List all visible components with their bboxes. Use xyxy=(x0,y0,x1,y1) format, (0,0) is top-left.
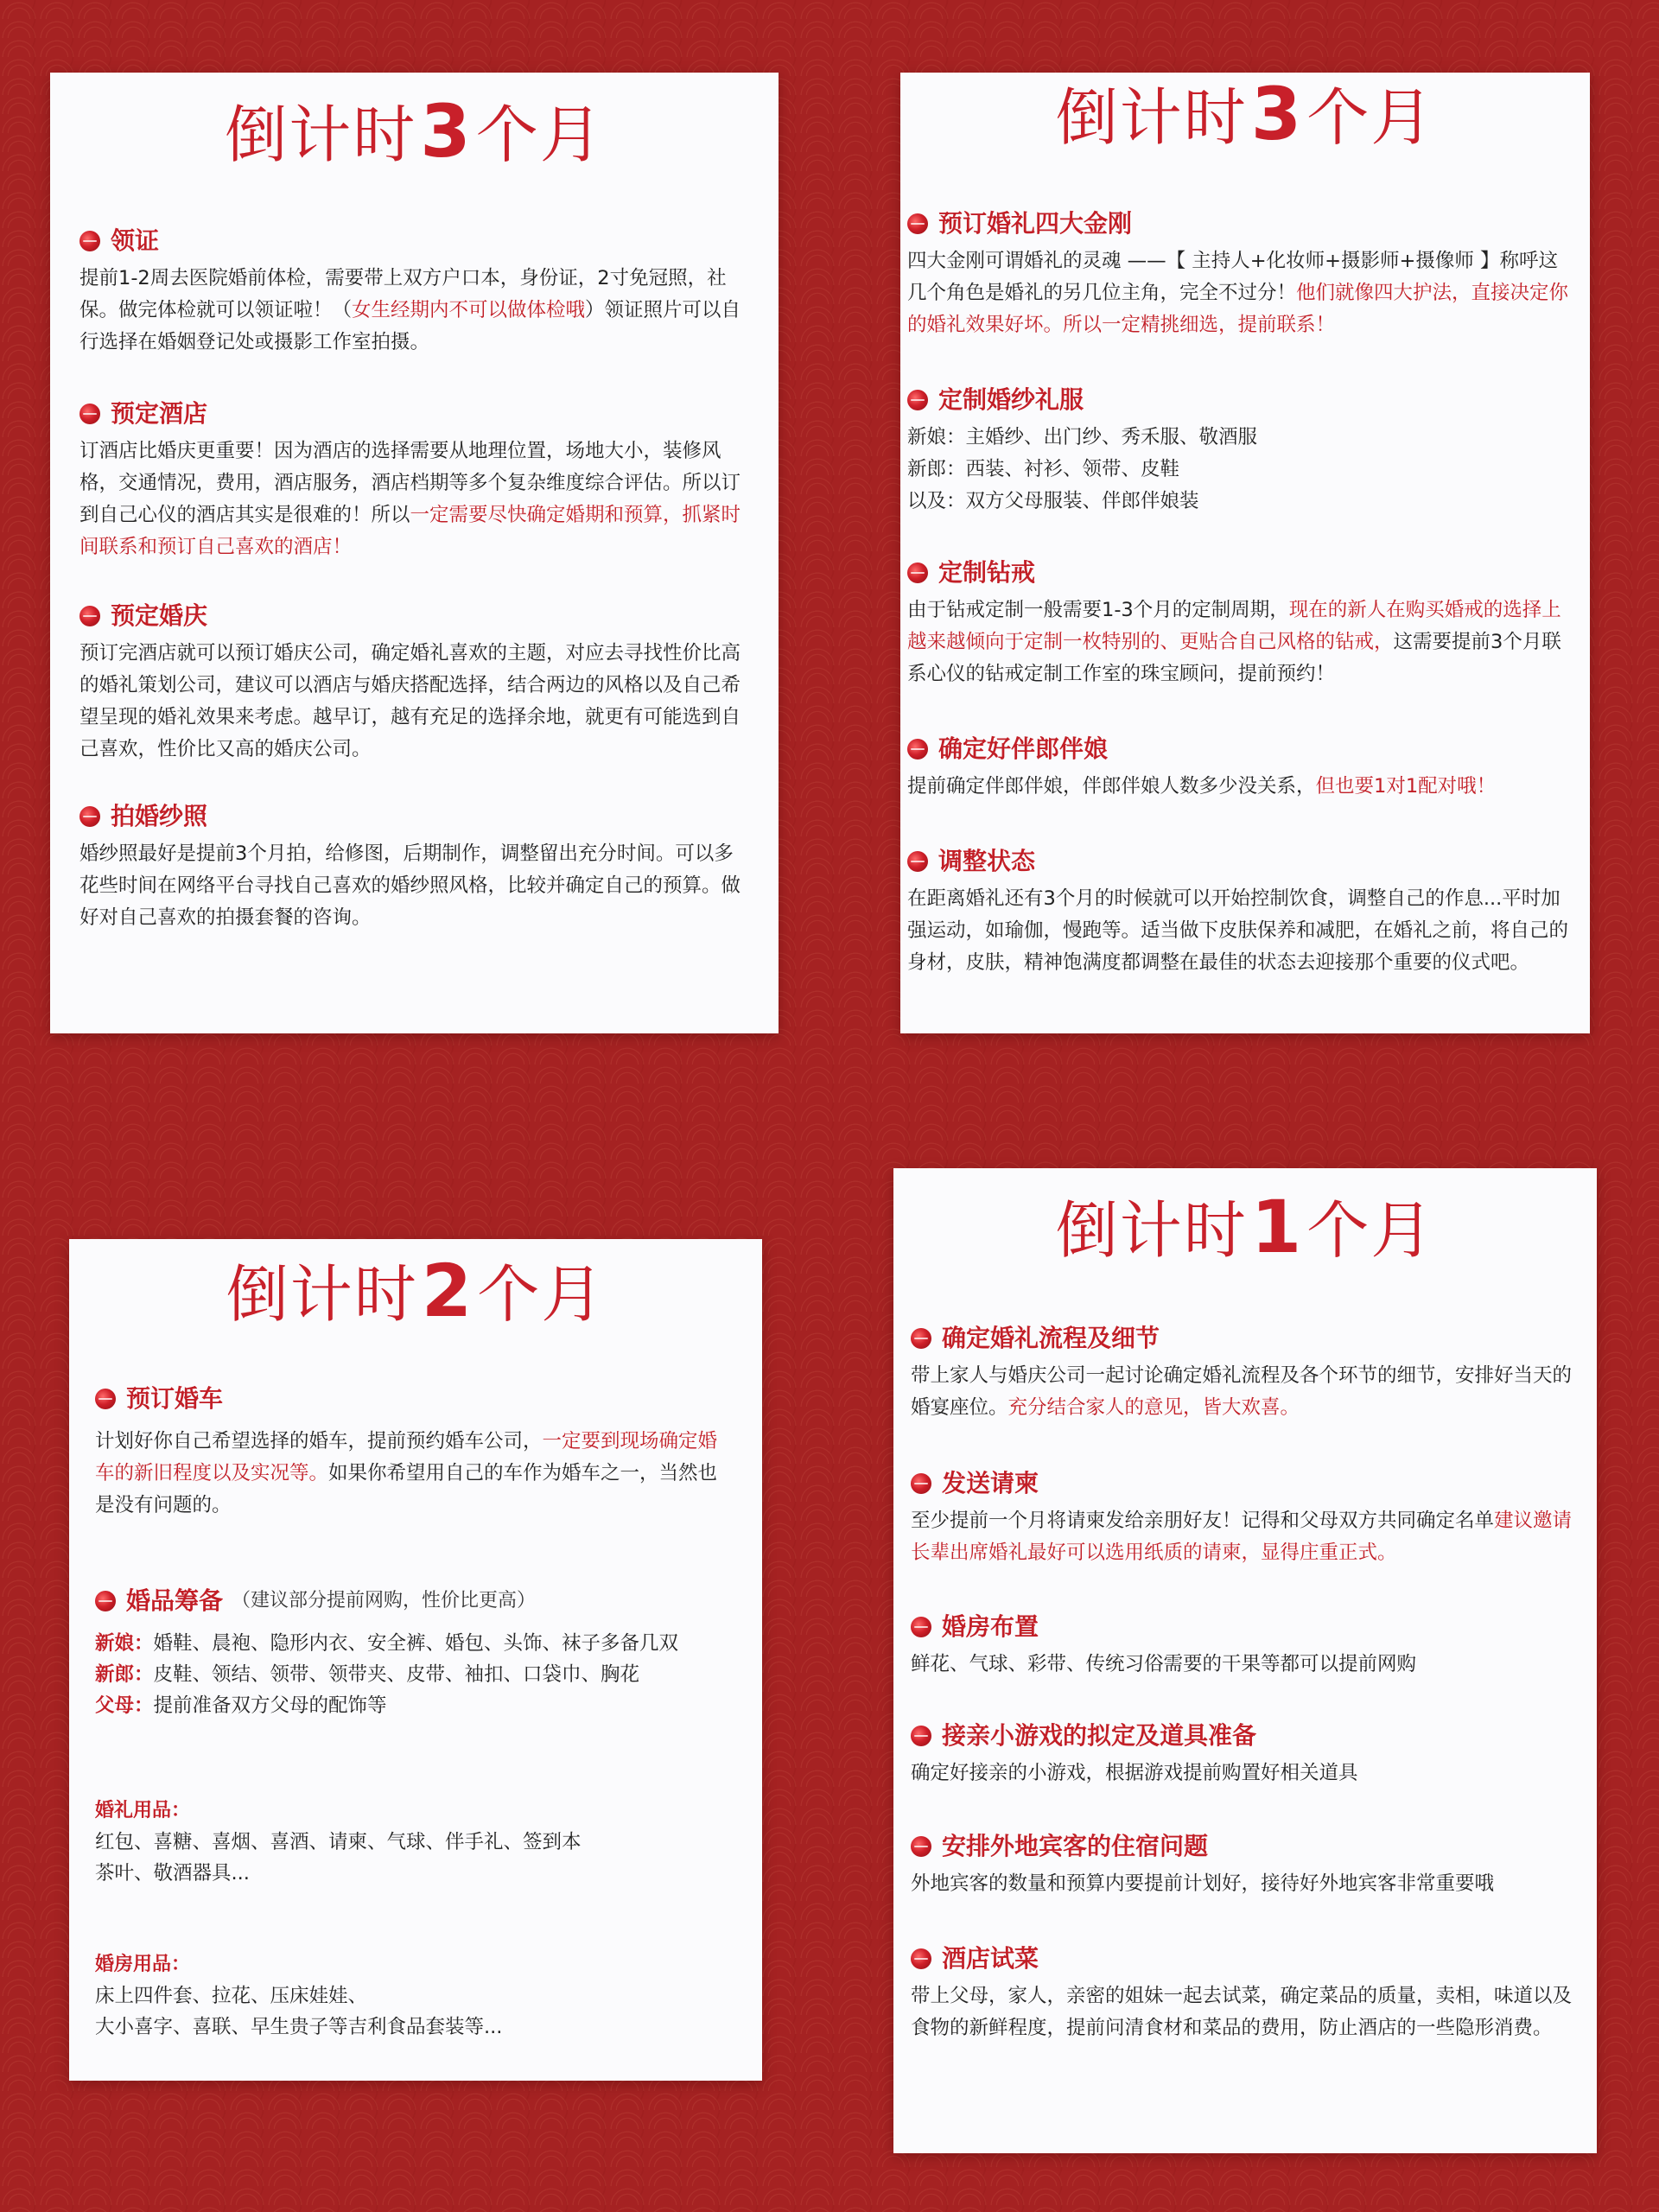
section-heading: 婚房布置 xyxy=(942,1612,1039,1641)
list-line: 大小喜字、喜联、早生贵子等吉利食品套装等... xyxy=(95,2016,503,2038)
section-heading: 接亲小游戏的拟定及道具准备 xyxy=(942,1721,1257,1750)
section-highlight: 女生经期内不可以做体检哦 xyxy=(352,298,586,321)
bullet-icon xyxy=(79,404,100,424)
section-ring xyxy=(907,558,1573,690)
section-bridal-party xyxy=(907,734,1573,803)
section-text: 由于钻戒定制一般需要1-3个月的定制周期， xyxy=(907,598,1289,621)
section-heading: 酒店试菜 xyxy=(942,1944,1039,1973)
list-line: 新娘：主婚纱、出门纱、秀禾服、敬酒服 xyxy=(907,425,1258,448)
section-text: 提前1-2周去医院婚前体检，需要带上双方户口本，身份证，2寸免冠照，社保。做完体检就可以领证啦！（ xyxy=(79,266,727,321)
section-text: 四大金刚可谓婚礼的灵魂 ——【 主持人+化妆师+摄影师+摄像师 】称呼这几个角色是婚礼的另几位主角，完全不过分！ xyxy=(907,249,1559,304)
card-title xyxy=(900,72,1590,156)
section-invitations xyxy=(911,1469,1580,1569)
group-label: 婚礼用品： xyxy=(95,1800,191,1821)
section-highlight: 他们就像四大护法，直接决定你的婚礼效果好坏。所以一定精挑细选，提前联系！ xyxy=(907,281,1569,336)
title-number: 3 xyxy=(420,89,473,174)
section-text: 提前确定伴郎伴娘，伴郎伴娘人数多少没关系， xyxy=(907,774,1316,798)
bullet-icon xyxy=(79,806,100,827)
title-prefix: 倒计时 xyxy=(1055,1194,1248,1267)
item-label: 新郎： xyxy=(95,1662,154,1686)
section-process xyxy=(911,1324,1580,1424)
section-guest-lodging xyxy=(911,1832,1580,1900)
list-line: 新郎：西装、衬衫、领带、皮鞋 xyxy=(907,457,1180,480)
title-suffix: 个月 xyxy=(1306,81,1435,154)
section-heading: 确定好伴郎伴娘 xyxy=(938,734,1109,763)
title-prefix: 倒计时 xyxy=(1055,81,1248,154)
section-text: 外地宾客的数量和预算内要提前计划好，接待好外地宾客非常重要哦 xyxy=(911,1872,1495,1895)
item-value: 皮鞋、领结、领带、领带夹、皮带、袖扣、口袋巾、胸花 xyxy=(153,1662,640,1686)
section-text: 预订完酒店就可以预订婚庆公司，确定婚礼喜欢的主题，对应去寻找性价比高的婚礼策划公司，建议可以酒店与婚庆搭配选择，结合两边的风格以及自己希望呈现的婚礼效果来考虑。越早订，越有充足的选择余地，就更有可能选到自己喜欢，性价比又高的婚庆公司。 xyxy=(79,641,741,760)
section-heading: 调整状态 xyxy=(938,847,1036,875)
bullet-icon xyxy=(907,739,928,760)
section-highlight: 建议邀请长辈出席婚礼最好可以选用纸质的请柬，显得庄重正式。 xyxy=(911,1509,1573,1564)
section-heading: 预订婚车 xyxy=(126,1384,224,1413)
section-text: 这需要提前3个月联系心仪的钻戒定制工作室的珠宝顾问，提前预约！ xyxy=(907,630,1561,685)
title-number: 1 xyxy=(1250,1185,1304,1269)
section-condition xyxy=(907,847,1573,979)
item-value: 提前准备双方父母的配饰等 xyxy=(153,1694,387,1717)
section-text: 带上家人与婚庆公司一起讨论确定婚礼流程及各个环节的细节，安排好当天的婚宴座位。 xyxy=(911,1363,1573,1419)
section-heading: 发送请柬 xyxy=(942,1469,1039,1497)
section-text: 鲜花、气球、彩带、传统习俗需要的干果等都可以提前网购 xyxy=(911,1652,1417,1675)
section-wedding-car xyxy=(95,1384,736,1522)
section-games xyxy=(911,1721,1580,1789)
section-text: ）领证照片可以自行选择在婚姻登记处或摄影工作室拍摄。 xyxy=(79,298,741,353)
bullet-icon xyxy=(95,1591,116,1611)
card-title xyxy=(69,1249,762,1333)
section-text: 带上父母，家人，亲密的姐妹一起去试菜，确定菜品的质量，卖相，味道以及食物的新鲜程度，提前问清食材和菜品的费用，防止酒店的一些隐形消费。 xyxy=(911,1984,1573,2039)
bullet-icon xyxy=(907,390,928,410)
section-wedding-planner xyxy=(79,601,749,766)
section-heading: 预定酒店 xyxy=(111,399,208,428)
section-heading: 定制婚纱礼服 xyxy=(938,385,1084,414)
group-label: 婚房用品： xyxy=(95,1954,191,1975)
title-prefix: 倒计时 xyxy=(226,1258,418,1331)
bullet-icon xyxy=(907,563,928,583)
bullet-icon xyxy=(907,851,928,872)
section-text: 在距离婚礼还有3个月的时候就可以开始控制饮食，调整自己的作息...平时加强运动，如瑜伽，慢跑等。适当做下皮肤保养和减肥，在婚礼之前，将自己的身材，皮肤，精神饱满度都调整在最佳的状态去迎接那个重要的仪式吧。 xyxy=(907,887,1569,974)
section-highlight: 充分结合家人的意见，皆大欢喜。 xyxy=(1007,1395,1300,1419)
section-highlight: 一定需要尽快确定婚期和预算，抓紧时间联系和预订自己喜欢的酒店！ xyxy=(79,503,741,558)
section-text: 订酒店比婚庆更重要！因为酒店的选择需要从地理位置，场地大小，装修风格，交通情况，费用，酒店服务，酒店档期等多个复杂维度综合评估。所以订到自己心仪的酒店其实是很难的！所以 xyxy=(79,439,741,526)
bullet-icon xyxy=(911,1328,931,1349)
section-text: 计划好你自己希望选择的婚车，提前预约婚车公司， xyxy=(95,1429,543,1452)
section-highlight: 现在的新人在购买婚戒的选择上越来越倾向于定制一枚特别的、更贴合自己风格的钻戒， xyxy=(907,598,1561,653)
section-heading: 拍婚纱照 xyxy=(111,802,208,830)
section-vendors xyxy=(907,209,1573,341)
bullet-icon xyxy=(911,1948,931,1969)
section-wedding-items xyxy=(95,1796,736,1889)
bullet-icon xyxy=(911,1617,931,1637)
card-2-months xyxy=(69,1239,762,2081)
item-label: 父母： xyxy=(95,1694,154,1717)
section-text: 婚纱照最好是提前3个月拍，给修图，后期制作，调整留出充分时间。可以多花些时间在网络平台寻找自己喜欢的婚纱照风格，比较并确定自己的预算。做好对自己喜欢的拍摄套餐的咨询。 xyxy=(79,842,741,929)
list-line: 以及：双方父母服装、伴郎伴娘装 xyxy=(907,489,1199,512)
section-license xyxy=(79,226,749,359)
section-room-decor xyxy=(911,1612,1580,1681)
section-note: （建议部分提前网购，性价比更高） xyxy=(232,1589,537,1611)
list-line: 茶叶、敬酒器具... xyxy=(95,1862,250,1885)
title-prefix: 倒计时 xyxy=(225,99,417,171)
section-tasting xyxy=(911,1944,1580,2044)
bullet-icon xyxy=(911,1473,931,1494)
item-label: 新娘： xyxy=(95,1631,154,1655)
section-photos xyxy=(79,802,749,934)
card-1-month xyxy=(893,1168,1597,2153)
section-room-items xyxy=(95,1949,736,2043)
bullet-icon xyxy=(907,213,928,234)
title-number: 3 xyxy=(1250,72,1304,156)
section-heading: 确定婚礼流程及细节 xyxy=(942,1324,1160,1352)
title-suffix: 个月 xyxy=(1306,1194,1435,1267)
bullet-icon xyxy=(79,606,100,626)
list-line: 床上四件套、拉花、压床娃娃、 xyxy=(95,1985,368,2007)
card-title xyxy=(893,1185,1597,1269)
section-heading: 预订婚礼四大金刚 xyxy=(938,209,1133,238)
bullet-icon xyxy=(911,1726,931,1746)
section-highlight: 但也要1对1配对哦！ xyxy=(1315,774,1497,798)
section-dress xyxy=(907,385,1573,518)
section-supplies xyxy=(95,1586,736,1721)
section-hotel xyxy=(79,399,749,563)
section-heading: 定制钻戒 xyxy=(938,558,1036,587)
bullet-icon xyxy=(95,1389,116,1409)
card-title xyxy=(50,89,779,174)
section-heading: 领证 xyxy=(111,226,160,255)
section-heading: 预定婚庆 xyxy=(111,601,208,630)
section-text: 如果你希望用自己的车作为婚车之一，当然也是没有问题的。 xyxy=(95,1461,718,1516)
list-line: 红包、喜糖、喜烟、喜酒、请柬、气球、伴手礼、签到本 xyxy=(95,1831,582,1853)
title-number: 2 xyxy=(421,1249,474,1333)
card-3-months-a xyxy=(50,73,779,1033)
title-suffix: 个月 xyxy=(475,99,604,171)
section-heading: 安排外地宾客的住宿问题 xyxy=(942,1832,1209,1860)
bullet-icon xyxy=(79,231,100,251)
section-text: 确定好接亲的小游戏，根据游戏提前购置好相关道具 xyxy=(911,1761,1358,1784)
bullet-icon xyxy=(911,1836,931,1857)
section-text: 至少提前一个月将请柬发给亲朋好友！记得和父母双方共同确定名单 xyxy=(911,1509,1495,1532)
item-value: 婚鞋、晨袍、隐形内衣、安全裤、婚包、头饰、袜子多备几双 xyxy=(153,1631,679,1655)
card-3-months-b xyxy=(900,73,1590,1033)
section-highlight: 一定要到现场确定婚车的新旧程度以及实况等。 xyxy=(95,1429,718,1484)
section-heading: 婚品筹备 xyxy=(126,1586,224,1615)
title-suffix: 个月 xyxy=(477,1258,606,1331)
